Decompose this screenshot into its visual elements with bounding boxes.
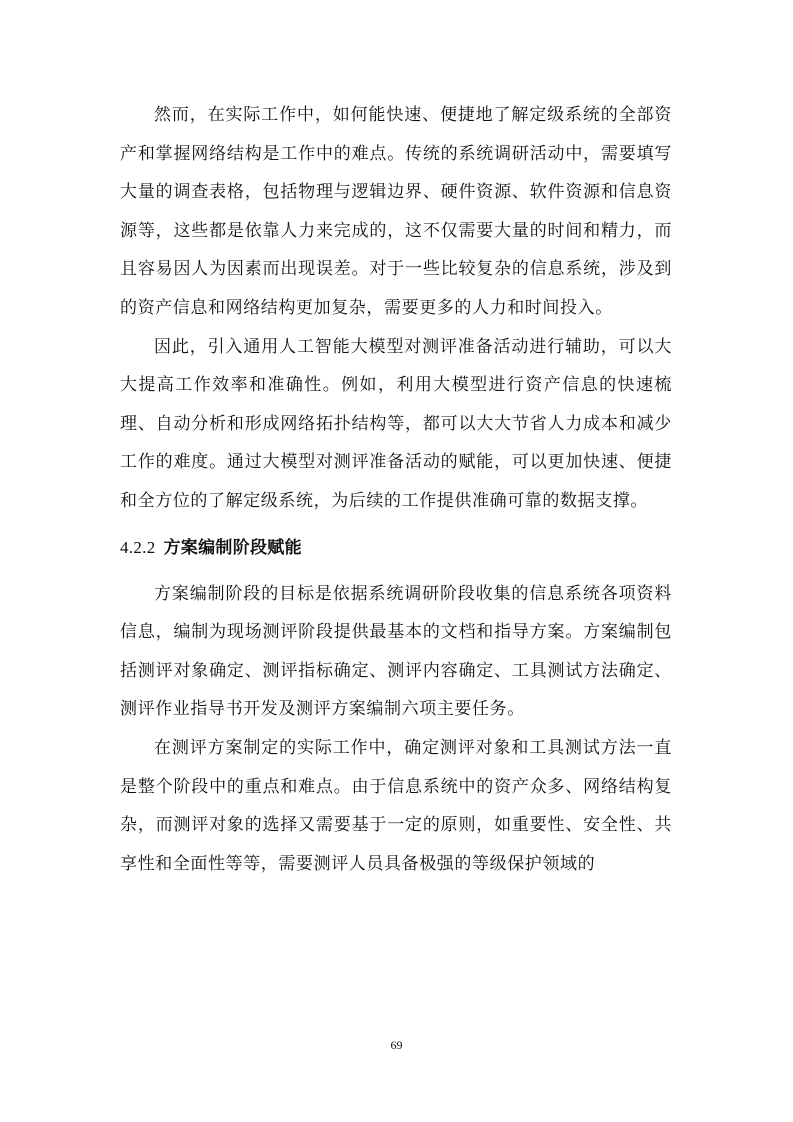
- paragraph-plan-stage-difficulty: 在测评方案制定的实际工作中，确定测评对象和工具测试方法一直是整个阶段中的重点和难点。由于信息系统中的资产众多、网络结构复杂，而测评对象的选择又需要基于一定的原则，如重要性、安全性、共享性和全面性等等，需要测评人员具备极强的等级保护领域的: [120, 737, 672, 874]
- section-heading: [120, 521, 672, 575]
- page-body: [120, 96, 672, 883]
- paragraph-plan-stage-goal: 方案编制阶段的目标是依据系统调研阶段收集的信息系统各项资料信息，编制为现场测评阶段提供最基本的文档和指导方案。方案编制包括测评对象确定、测评指标确定、测评内容确定、工具测试方法确定、测评作业指导书开发及测评方案编制六项主要任务。: [120, 583, 672, 720]
- paragraph-asset-survey-difficulty: 然而，在实际工作中，如何能快速、便捷地了解定级系统的全部资产和掌握网络结构是工作中的难点。传统的系统调研活动中，需要填写大量的调查表格，包括物理与逻辑边界、硬件资源、软件资源和信息资源等，这些都是依靠人力来完成的，这不仅需要大量的时间和精力，而且容易因人为因素而出现误差。对于一些比较复杂的信息系统，涉及到的资产信息和网络结构更加复杂，需要更多的人力和时间投入。: [120, 105, 672, 318]
- paragraph-ai-model-assistance: 因此，引入通用人工智能大模型对测评准备活动进行辅助，可以大大提高工作效率和准确性。例如，利用大模型进行资产信息的快速梳理、自动分析和形成网络拓扑结构等，都可以大大节省人力成本和减少工作的难度。通过大模型对测评准备活动的赋能，可以更加快速、便捷和全方位的了解定级系统，为后续的工作提供准确可靠的数据支撑。: [120, 336, 672, 511]
- section-title: 方案编制阶段赋能: [163, 537, 302, 558]
- section-number: 4.2.2: [120, 537, 156, 557]
- page-number: 69: [390, 1038, 403, 1052]
